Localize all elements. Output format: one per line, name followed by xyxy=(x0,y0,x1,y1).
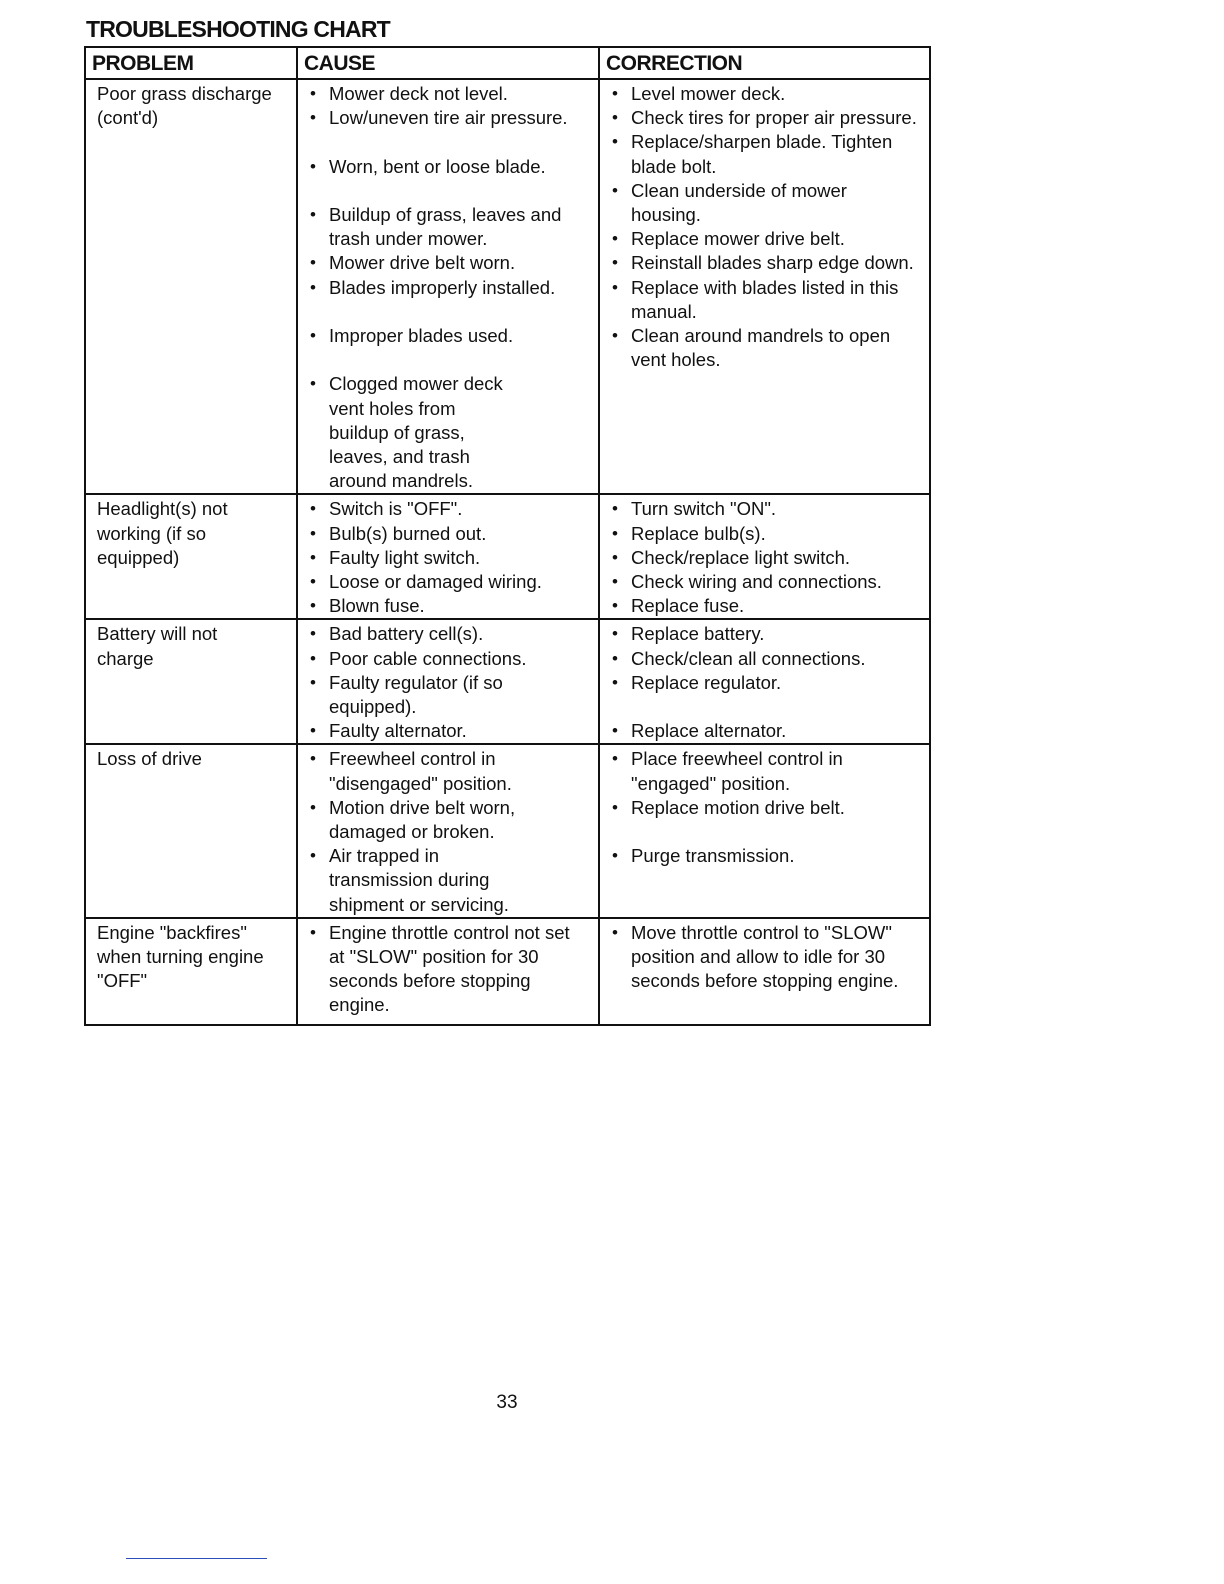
correction-item: • Check wiring and connections. xyxy=(608,570,921,594)
cause-item: • Faulty regulator (if so equipped). xyxy=(306,671,590,719)
problem-cell xyxy=(85,494,297,619)
correction-cell xyxy=(599,744,930,917)
problem-text: Poor grass discharge (cont'd) xyxy=(97,83,272,129)
correction-cell xyxy=(599,619,930,744)
correction-item: • Replace battery. xyxy=(608,622,921,646)
page-number: 33 xyxy=(496,1392,518,1413)
problem-text: Battery will not charge xyxy=(97,623,218,669)
cause-item: • Engine throttle control not set at "SLOW" position for 30 seconds before stopping engine. xyxy=(306,921,590,1018)
correction-cell xyxy=(599,494,930,619)
table-row xyxy=(85,494,930,619)
problem-text: Engine "backfires" when turning engine "OFF" xyxy=(97,921,264,992)
header-row xyxy=(85,47,930,79)
correction-item: • Move throttle control to "SLOW" position and allow to idle for 30 seconds before stopping engine. xyxy=(608,921,921,994)
cause-item: • Loose or damaged wiring. xyxy=(306,570,590,594)
correction-item: • Check/replace light switch. xyxy=(608,546,921,570)
correction-item: • Replace bulb(s). xyxy=(608,522,921,546)
header-correction: CORRECTION xyxy=(599,47,930,79)
correction-item: • Clean underside of mower housing. xyxy=(608,179,921,227)
cause-item: • Mower drive belt worn. xyxy=(306,251,590,275)
correction-cell xyxy=(599,918,930,1025)
table-row xyxy=(85,619,930,744)
cause-item: • Blades improperly installed. xyxy=(306,276,590,300)
header-problem: PROBLEM xyxy=(85,47,297,79)
correction-item: • Replace/sharpen blade. Tighten blade bolt. xyxy=(608,130,921,178)
table-row xyxy=(85,79,930,494)
cause-item: • Switch is "OFF". xyxy=(306,497,590,521)
correction-item: • Replace fuse. xyxy=(608,594,921,618)
cause-item: • Blown fuse. xyxy=(306,594,590,618)
cause-item: • Air trapped in transmission during shipment or servicing. xyxy=(306,844,590,917)
correction-item: • Replace with blades listed in this manual. xyxy=(608,276,921,324)
correction-item: • Check/clean all connections. xyxy=(608,647,921,671)
cause-item: • Poor cable connections. xyxy=(306,647,590,671)
correction-item: • Reinstall blades sharp edge down. xyxy=(608,251,921,275)
cause-item: • Bad battery cell(s). xyxy=(306,622,590,646)
table-row xyxy=(85,744,930,917)
cause-item: • Mower deck not level. xyxy=(306,82,590,106)
correction-item: • Place freewheel control in "engaged" position. xyxy=(608,747,921,795)
cause-item: • Faulty alternator. xyxy=(306,719,590,743)
correction-item: • Replace mower drive belt. xyxy=(608,227,921,251)
cause-item: • Improper blades used. xyxy=(306,324,590,348)
cause-item: • Faulty light switch. xyxy=(306,546,590,570)
cause-cell xyxy=(297,619,599,744)
cause-item: • Low/uneven tire air pressure. xyxy=(306,106,590,130)
correction-item: • Replace alternator. xyxy=(608,719,921,743)
problem-cell xyxy=(85,744,297,917)
troubleshooting-table xyxy=(84,46,931,1026)
cause-cell xyxy=(297,918,599,1025)
cause-item: • Buildup of grass, leaves and trash under mower. xyxy=(306,203,590,251)
cause-item: • Motion drive belt worn, damaged or broken. xyxy=(306,796,590,844)
correction-item: • Purge transmission. xyxy=(608,844,921,868)
cause-item: • Worn, bent or loose blade. xyxy=(306,155,590,179)
footer-rule xyxy=(126,1558,267,1559)
page-title: TROUBLESHOOTING CHART xyxy=(86,16,390,42)
header-cause: CAUSE xyxy=(297,47,599,79)
cause-item: • Bulb(s) burned out. xyxy=(306,522,590,546)
correction-item: • Level mower deck. xyxy=(608,82,921,106)
problem-text: Headlight(s) not working (if so equipped) xyxy=(97,498,228,568)
cause-item: • Clogged mower deck vent holes from buildup of grass, leaves, and trash around mandrels. xyxy=(306,372,590,493)
problem-cell xyxy=(85,918,297,1025)
problem-cell xyxy=(85,619,297,744)
correction-item: • Turn switch "ON". xyxy=(608,497,921,521)
problem-cell xyxy=(85,79,297,494)
problem-text: Loss of drive xyxy=(97,748,202,770)
cause-cell xyxy=(297,79,599,494)
correction-item: • Replace regulator. xyxy=(608,671,921,695)
correction-item: • Replace motion drive belt. xyxy=(608,796,921,820)
cause-cell xyxy=(297,494,599,619)
correction-cell xyxy=(599,79,930,494)
cause-item: • Freewheel control in "disengaged" position. xyxy=(306,747,590,795)
correction-item: • Check tires for proper air pressure. xyxy=(608,106,921,130)
table-row xyxy=(85,918,930,1025)
cause-cell xyxy=(297,744,599,917)
correction-item: • Clean around mandrels to open vent holes. xyxy=(608,324,921,372)
